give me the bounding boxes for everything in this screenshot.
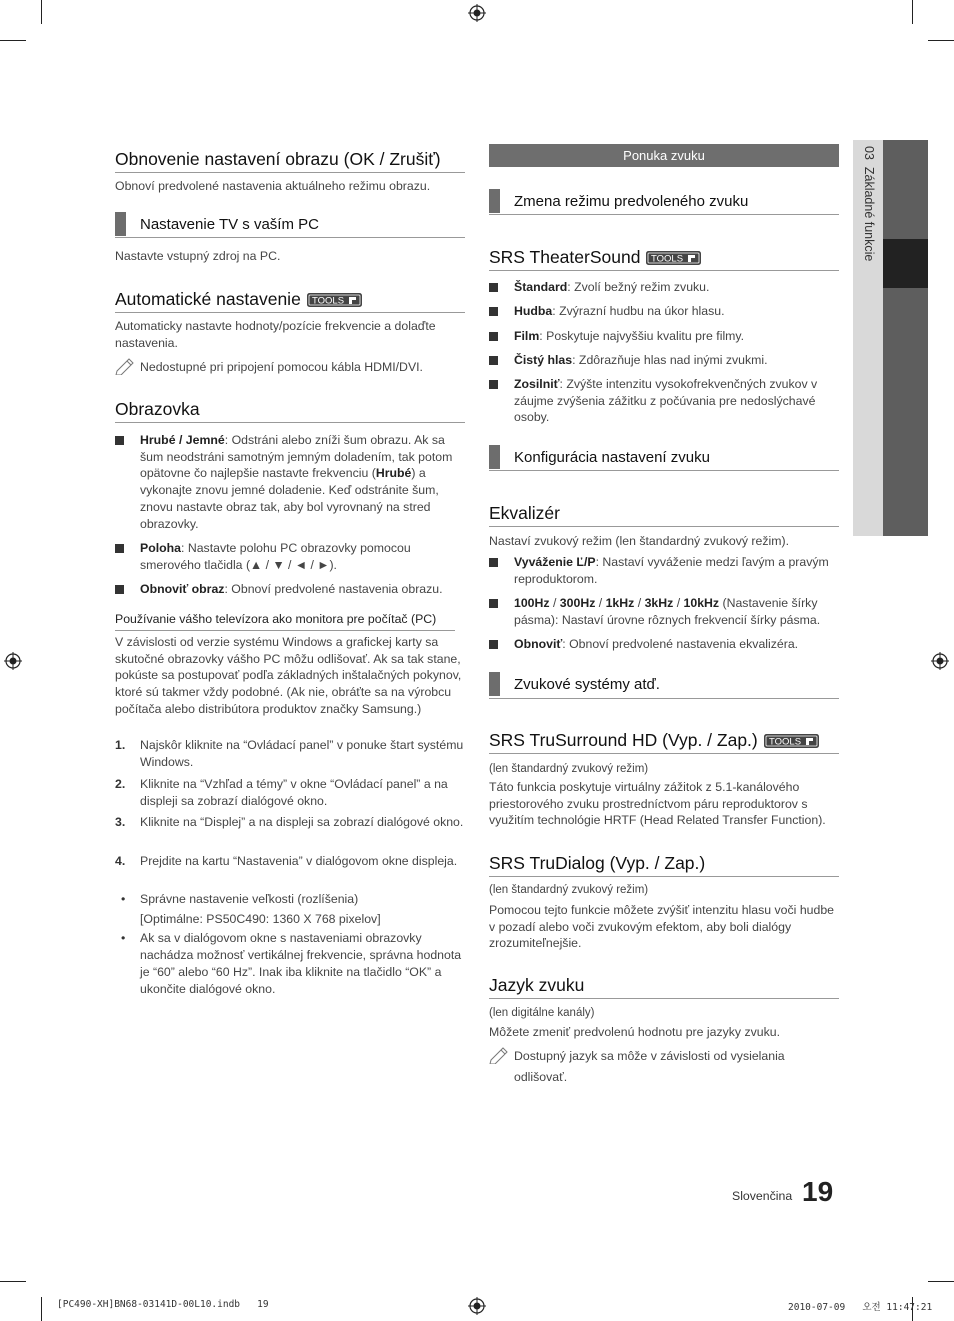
- registration-mark-icon: [931, 652, 949, 670]
- paragraph: Nastavte vstupný zdroj na PC.: [115, 249, 281, 263]
- chapter-label: 03 Základné funkcie: [862, 146, 876, 262]
- divider: [489, 753, 839, 754]
- divider: [489, 698, 839, 699]
- svg-text:TOOLS: TOOLS: [768, 736, 801, 748]
- divider: [489, 998, 839, 999]
- divider: [115, 237, 465, 238]
- crop-mark: [928, 40, 954, 41]
- footer-language: Slovenčina: [732, 1189, 793, 1203]
- bullet-square-icon: [489, 380, 498, 389]
- bullet-square-icon: [489, 558, 498, 567]
- print-date-info: 2010-07-09 오전 11:47:21: [788, 1302, 933, 1313]
- heading-picture-reset: Obnovenie nastavení obrazu (OK / Zrušiť): [115, 149, 441, 169]
- note-pencil-icon: [489, 1046, 509, 1064]
- bullet-square-icon: [489, 307, 498, 316]
- divider: [489, 270, 839, 271]
- bullet-square-icon: [115, 436, 124, 445]
- sound-menu-banner: Ponuka zvuku: [489, 144, 839, 167]
- divider: [489, 526, 839, 527]
- svg-text:TOOLS: TOOLS: [311, 295, 344, 307]
- heading-screen: Obrazovka: [115, 399, 200, 419]
- heading-srs-trudialog: SRS TruDialog (Vyp. / Zap.): [489, 853, 706, 873]
- subheading-pc-setup: Nastavenie TV s vaším PC: [115, 216, 319, 233]
- bullet-square-icon: [115, 585, 124, 594]
- paragraph: (len štandardný zvukový režim): [489, 763, 649, 775]
- paragraph: [Optimálne: PS50C490: 1360 X 768 pixelov]: [140, 912, 381, 926]
- divider: [489, 876, 839, 877]
- divider: [489, 214, 839, 215]
- bullet-square-icon: [489, 332, 498, 341]
- divider: [115, 630, 455, 631]
- paragraph: Obnoví predvolené nastavenia aktuálneho režimu obrazu.: [115, 179, 431, 193]
- registration-mark-icon: [4, 652, 22, 670]
- paragraph: Pomocou tejto funkcie môžete zvýšiť intenzitu hlasu voči hudbe v pozadí alebo voči zvukovým efektom, aby boli dialógy zrozumiteľnejšie.: [489, 903, 835, 951]
- note-pencil-icon: [115, 357, 135, 375]
- chapter-tab-dark: [883, 140, 928, 536]
- heading-srs-theatersound: SRS TheaterSound TOOLS: [489, 247, 701, 268]
- crop-mark: [0, 1281, 26, 1282]
- bullet-square-icon: [489, 356, 498, 365]
- paragraph: (len štandardný zvukový režim): [489, 884, 649, 896]
- crop-mark: [912, 0, 913, 24]
- divider: [489, 470, 839, 471]
- print-file-info: [PC490-XH]BN68-03141D-00L10.indb 19: [57, 1299, 269, 1310]
- divider: [115, 172, 465, 173]
- crop-mark: [928, 1281, 954, 1282]
- paragraph: Automaticky nastavte hodnoty/pozície frekvencie a dolaďte nastavenia.: [115, 319, 436, 350]
- pc-usage-heading: Používanie vášho televízora ako monitora pre počítač (PC): [115, 612, 437, 626]
- bullet-square-icon: [489, 599, 498, 608]
- subheading-sound-config: Konfigurácia nastavení zvuku: [489, 449, 710, 466]
- bullet-square-icon: [489, 283, 498, 292]
- heading-srs-trusurround: SRS TruSurround HD (Vyp. / Zap.) TOOLS: [489, 730, 819, 751]
- subheading-sound-systems: Zvukové systémy atď.: [489, 676, 660, 693]
- paragraph: Táto funkcia poskytuje virtuálny zážitok z 5.1-kanálového priestorového zvuku prostredníctvom páru reproduktorov s využitím technológie HRTF (Head Related Transfer Function).: [489, 780, 826, 828]
- paragraph: Môžete zmeniť predvolenú hodnotu pre jazyky zvuku.: [489, 1025, 781, 1039]
- page-number: 19: [802, 1176, 834, 1207]
- heading-equalizer: Ekvalizér: [489, 503, 560, 523]
- svg-text:TOOLS: TOOLS: [651, 253, 684, 265]
- divider: [115, 422, 465, 423]
- paragraph: V závislosti od verzie systému Windows a grafickej karty sa skutočné obrazovky vášho PC môžu odlišovať. Ak sa tak stane, pokúste sa postupovať podľa základných inštalačných pokynov, ktoré sú takmer vždy podobné. (Ak nie, obráťte sa na výrobcu počítača alebo distribútora produktov značky Samsung.): [115, 635, 462, 716]
- paragraph: (len digitálne kanály): [489, 1007, 595, 1019]
- bullet-square-icon: [115, 544, 124, 553]
- subheading-sound-mode: Zmena režimu predvoleného zvuku: [489, 193, 748, 210]
- paragraph: Nastaví zvukový režim (len štandardný zvukový režim).: [489, 534, 790, 548]
- heading-auto-adjust: Automatické nastavenie TOOLS: [115, 289, 362, 310]
- tools-badge: [764, 734, 819, 748]
- crop-mark: [0, 40, 26, 41]
- heading-audio-language: Jazyk zvuku: [489, 975, 585, 995]
- crop-mark: [41, 1297, 42, 1321]
- divider: [115, 312, 465, 313]
- tools-badge: [307, 293, 362, 307]
- registration-mark-icon: [468, 4, 486, 22]
- chapter-tab-marker: [883, 239, 928, 288]
- registration-mark-icon: [468, 1297, 486, 1315]
- tools-badge: [646, 251, 701, 265]
- crop-mark: [41, 0, 42, 24]
- bullet-square-icon: [489, 640, 498, 649]
